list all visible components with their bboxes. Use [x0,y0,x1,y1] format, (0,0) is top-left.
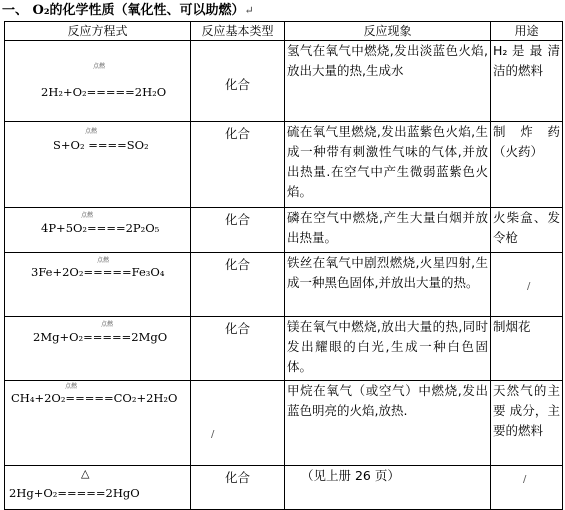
phenomenon-text: 磷在空气中燃烧,产生大量白烟并放出热量。 [287,210,488,245]
type-cell [191,381,285,466]
phenomenon-text: 甲烷在氧气（或空气）中燃烧,发出蓝色明亮的火焰,放热. [287,383,488,418]
phenomenon-cell [285,41,491,122]
use-text: 制烟花 [493,319,531,334]
phenomenon-cell [285,466,491,510]
equation-text: 2H₂+O₂=====2H₂O [41,85,167,99]
use-cell [491,317,563,381]
phenomenon-text: 铁丝在氧气中剧烈燃烧,火星四射,生成一种黑色固体,并放出大量的热。 [287,255,488,290]
type-text: 化合 [224,126,250,141]
type-text: 化合 [224,257,250,272]
use-text: H₂ 是 最 清洁的燃料 [493,43,560,78]
type-cell [191,122,285,208]
type-text: 化合 [224,470,250,485]
equation-cell [5,466,191,510]
type-text: 化合 [224,212,250,227]
phenomenon-text: 镁在氧气中燃烧,放出大量的热,同时发出耀眼的白光,生成一种白色固体。 [287,319,488,374]
table-row [5,381,563,466]
type-cell [191,208,285,253]
table-row [5,122,563,208]
condition-label: 点燃 [85,128,98,135]
type-cell [191,466,285,510]
equation-cell [5,317,191,381]
empty-use-mark: / [523,474,527,485]
type-cell [191,41,285,122]
use-text: 火柴盒、发令枪 [493,210,560,245]
type-cell [191,317,285,381]
condition-label: 点燃 [97,257,110,264]
phenomenon-cell [285,253,491,317]
empty-use-mark: / [527,281,531,292]
equation-text: S+O₂ ====SO₂ [53,138,149,152]
phenomenon-text: （见上册 26 页） [301,468,400,483]
condition-label: 点燃 [93,63,106,70]
equation-cell [5,381,191,466]
type-text: 化合 [224,321,250,336]
equation-cell [5,122,191,208]
condition-label: 点燃 [81,212,94,219]
phenomenon-text: 硫在氧气里燃烧,发出蓝紫色火焰,生成一种带有刺激性气味的气体,并放出热量.在空气中产生微弱蓝紫色火焰。 [287,124,488,199]
equation-cell [5,208,191,253]
equation-text: CH₄+2O₂=====CO₂+2H₂O [11,391,178,405]
header-use: 用途 [491,22,563,41]
section-heading [2,2,254,20]
use-cell [491,122,563,208]
use-cell [491,253,563,317]
section-heading-text: 一、 O₂的化学性质（氧化性、可以助燃） [2,3,245,18]
empty-type-mark: / [211,429,215,440]
type-cell [191,253,285,317]
table-header-row [5,22,563,41]
table-row [5,208,563,253]
header-equation: 反应方程式 [5,22,191,41]
equation-cell [5,253,191,317]
table-row [5,41,563,122]
use-cell [491,381,563,466]
use-cell [491,41,563,122]
use-text: 制 炸 药（火药） [493,124,560,159]
use-cell [491,208,563,253]
table-row [5,253,563,317]
phenomenon-cell [285,208,491,253]
header-type: 反应基本类型 [191,22,285,41]
type-text: 化合 [224,77,250,92]
use-cell [491,466,563,510]
phenomenon-cell [285,122,491,208]
table-row [5,466,563,510]
heat-condition-symbol: △ [81,467,90,480]
paragraph-mark: ↵ [244,4,254,17]
phenomenon-cell [285,381,491,466]
equation-text: 2Hg+O₂=====2HgO [9,486,140,500]
use-text: 天然气的主 要 成分，主要的燃料 [493,383,560,438]
header-phenomenon: 反应现象 [285,22,491,41]
phenomenon-cell [285,317,491,381]
equation-text: 3Fe+2O₂=====Fe₃O₄ [31,265,165,279]
condition-label: 点燃 [65,383,78,390]
condition-label: 点燃 [101,321,114,328]
equation-text: 4P+5O₂====2P₂O₅ [41,221,160,235]
equation-cell [5,41,191,122]
phenomenon-text: 氢气在氧气中燃烧,发出淡蓝色火焰,放出大量的热,生成水 [287,43,488,78]
oxygen-properties-table [4,21,563,510]
equation-text: 2Mg+O₂=====2MgO [33,330,168,344]
table-row [5,317,563,381]
